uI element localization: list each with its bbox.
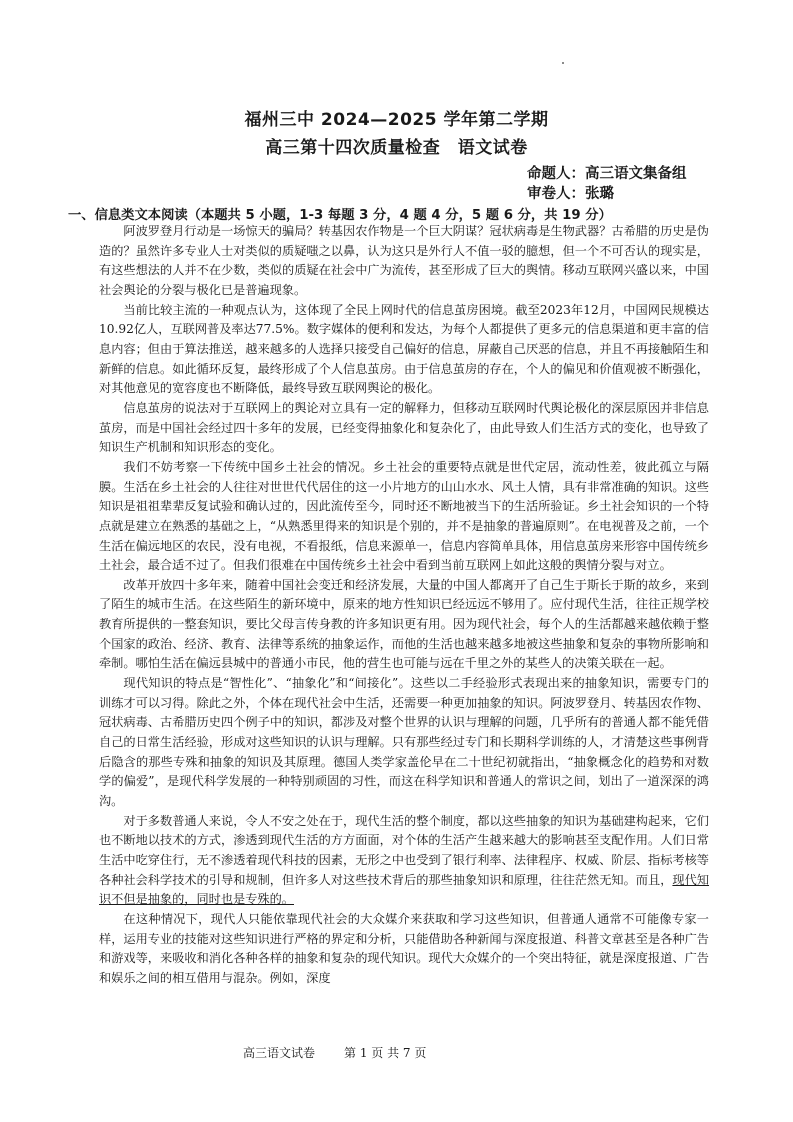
reading-passage: [99, 222, 709, 989]
footer-page-info: 第 1 页 共 7 页: [344, 1046, 427, 1060]
paragraph-8: 在这种情况下，现代人只能依靠现代社会的大众媒介来获取和学习这些知识，但普通人通常不可能像专家一样，运用专业的技能对这些知识进行严格的界定和分析，只能借助各种新闻与深度报道、科普文章甚至是各种广告和游戏等，来吸收和消化各种各样的抽象和复杂的现代知识。现代大众媒介的一个突出特征，就是深度报道、广告和娱乐之间的相互借用与混杂。例如，深度: [99, 911, 709, 985]
scan-speck: [562, 62, 564, 64]
paragraph-6: 现代知识的特点是“智性化”、“抽象化”和“间接化”。这些以二手经验形式表现出来的抽象知识，需要专门的训练才可以习得。除此之外，个体在现代社会中生活，还需要一种更加抽象的知识。阿波罗登月、转基因农作物、冠状病毒、古希腊历史四个例子中的知识，都涉及对整个世界的认识与理解的问题，几乎所有的普通人都不能凭借自己的日常生活经验，形成对这些知识的认识与理解。只有那些经过专门和长期科学训练的人，才清楚这些事例背后隐含的那些专殊和抽象的知识及其原理。德国人类学家盖伦早在二十世纪初就指出，“抽象概念化的趋势和对数学的偏爱”，是现代科学发展的一种特别顽固的习性，而这在科学知识和普通人的常识之间，划出了一道深深的鸿沟。: [99, 676, 709, 809]
paragraph-4: 我们不妨考察一下传统中国乡土社会的情况。乡土社会的重要特点就是世代定居，流动性差，彼此孤立与隔膜。生活在乡土社会的人往往对世世代代居住的这一小片地方的山山水水、风土人情，具有非常准确的知识。这些知识是祖祖辈辈反复试验和确认过的，因此流传至今，同时还不断地被当下的生活所验证。乡土社会知识的一个特点就是建立在熟悉的基础之上，“从熟悉里得来的知识是个别的，并不是抽象的普遍原则”。在电视普及之前，一个生活在偏远地区的农民，没有电视，不看报纸，信息来源单一，信息内容简单具体，用信息茧房来形容中国传统乡土社会，最合适不过了。但我们很难在中国传统乡土社会中看到当前互联网上如此这般的舆情分裂与对立。: [99, 459, 709, 573]
paragraph-7: [99, 812, 709, 910]
reviewer-label: 审卷人：张璐: [527, 186, 614, 202]
paragraph-7-text: 对于多数普通人来说，令人不安之处在于，现代生活的整个制度，都以这些抽象的知识为基础建构起来，它们也不断地以技术的方式，渗透到现代生活的方方面面，对个体的生活产生越来越大的影响甚至支配作用。人们日常生活中吃穿住行，无不渗透着现代科技的因素，无形之中也受到了银行利率、法律程序、权威、阶层、指标考核等各种社会科学技术的引导和规制，但许多人对这些技术背后的那些抽象知识和原理，往往茫然无知。而且，: [99, 813, 709, 887]
paragraph-5: 改革开放四十多年来，随着中国社会变迁和经济发展，大量的中国人都离开了自己生于斯长于斯的故乡，来到了陌生的城市生活。在这些陌生的新环境中，原来的地方性知识已经远远不够用了。应付现代生活，往往正规学校教育所提供的一整套知识，要比父母言传身教的许多知识更有用。因为现代社会，每个人的生活都越来越依赖于整个国家的政治、经济、教育、法律等系统的抽象运作，而他的生活也越来越多地被这些抽象和复杂的事物所影响和牵制。哪怕生活在偏远县城中的普通小市民，他的营生也可能与远在千里之外的某些人的决策关联在一起。: [99, 577, 709, 671]
paragraph-2: 当前比较主流的一种观点认为，这体现了全民上网时代的信息茧房困境。截至2023年12月，中国网民规模达10.92亿人，互联网普及率达77.5%。数字媒体的便利和发达，为每个人都提供了更多元的信息渠道和更丰富的信息内容；但由于算法推送，越来越多的人选择只接受自己偏好的信息，屏蔽自己厌恶的信息，并且不再接触陌生和新鲜的信息。如此循环反复，最终形成了个人信息茧房。由于信息茧房的存在，个人的偏见和价值观被不断强化，对其他意见的宽容度也不断降低，最终导致互联网舆论的极化。: [99, 302, 709, 396]
underlined-sentence: 现代知识不但是抽象的，同时也是专殊的。: [99, 872, 710, 907]
section-heading: 一、信息类文本阅读（本题共 5 小题，1-3 每题 3 分，4 题 4 分，5 题 6 分，共 19 分）: [68, 208, 612, 223]
proposer-label: 命题人：高三语文集备组: [527, 166, 687, 182]
paragraph-3: 信息茧房的说法对于互联网上的舆论对立具有一定的解释力，但移动互联网时代舆论极化的深层原因并非信息茧房，而是中国社会经过四十多年的发展，已经变得抽象化和复杂化了，由此导致人们生活方式的变化，也导致了知识生产机制和知识形态的变化。: [99, 400, 709, 455]
exam-title-line2: 高三第十四次质量检查 语文试卷: [265, 138, 528, 158]
footer-subject: 高三语文试卷: [243, 1046, 316, 1060]
paragraph-1: 阿波罗登月行动是一场惊天的骗局？转基因农作物是一个巨大阴谋？冠状病毒是生物武器？古希腊的历史是伪造的？虽然许多专业人士对类似的质疑嗤之以鼻，认为这只是外行人不值一驳的臆想，但一个不可否认的现实是，有这些想法的人并不在少数，类似的质疑在社会中广为流传，甚至形成了巨大的舆情。移动互联网兴盛以来，中国社会舆论的分裂与极化已是普遍现象。: [99, 224, 709, 297]
exam-title-line1: 福州三中 2024—2025 学年第二学期: [244, 110, 549, 130]
